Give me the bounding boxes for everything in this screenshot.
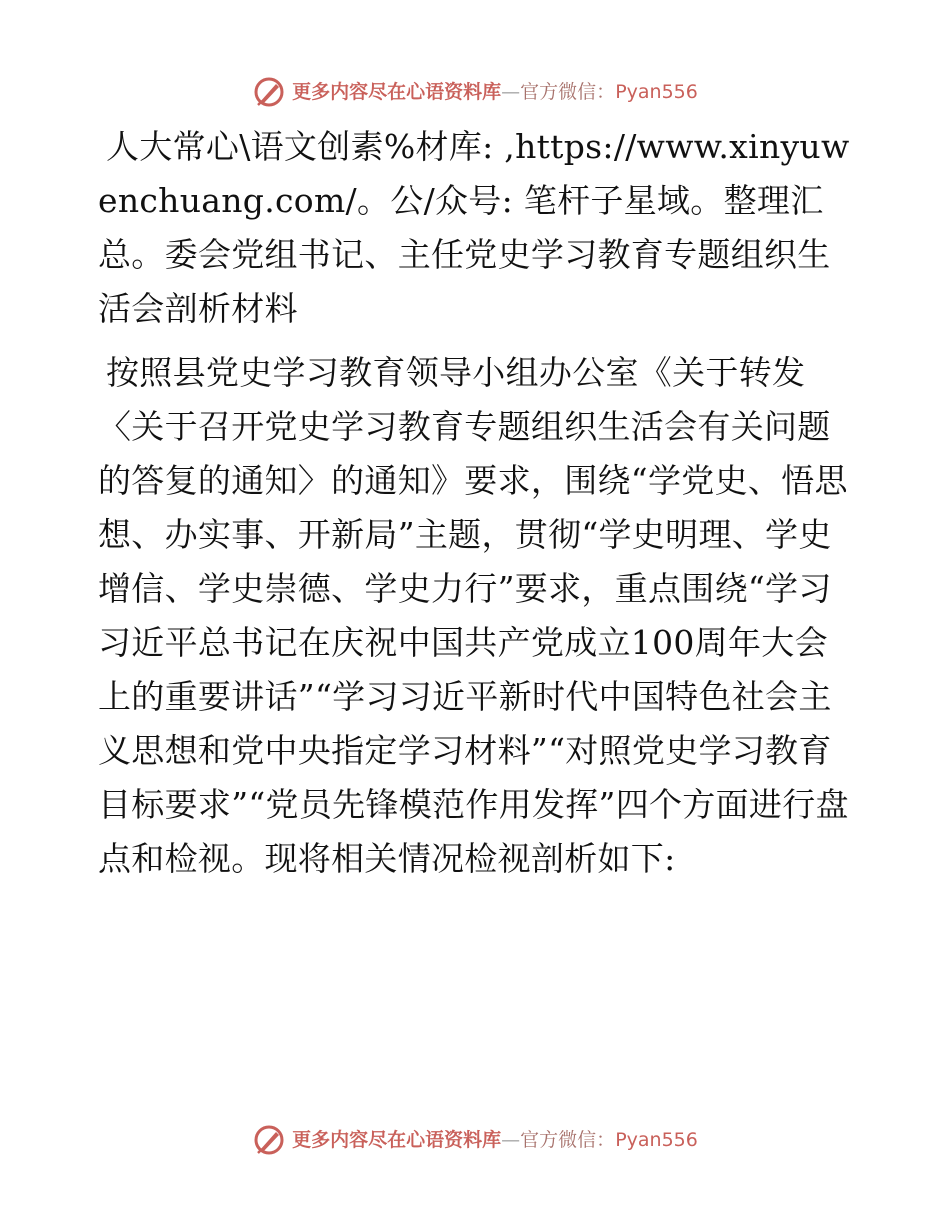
paragraph-title: 人大常心\语文创素%材库: ,https://www.xinyuwenchuang.com/。公/众号: 笔杆子星域。整理汇总。委会党组书记、主任党史学习教育专题组织生活会剖析材料: [98, 127, 850, 328]
watermark-wechat-id: Pyan556: [615, 80, 698, 103]
watermark-text: [292, 80, 698, 103]
watermark-text: [292, 1128, 698, 1151]
watermark-dash: —: [501, 80, 521, 103]
footer-watermark: [0, 1120, 950, 1160]
paragraph-body: 按照县党史学习教育领导小组办公室《关于转发〈关于召开党史学习教育专题组织生活会有关问题的答复的通知〉的通知》要求，围绕“学党史、悟思想、办实事、开新局”主题，贯彻“学史明理、学史增信、学史崇德、学史力行”要求，重点围绕“学习习近平总书记在庆祝中国共产党成立100周年大会上的重要讲话”“学习习近平新时代中国特色社会主义思想和党中央指定学习材料”“对照党史学习教育目标要求”“党员先锋模范作用发挥”四个方面进行盘点和检视。现将相关情况检视剖析如下:: [98, 353, 849, 878]
quill-logo-icon: [252, 1123, 286, 1157]
watermark-main-text: 更多内容尽在心语资料库: [292, 80, 502, 103]
quill-logo-icon: [252, 75, 286, 109]
watermark-dash: —: [501, 1128, 521, 1151]
header-watermark: [0, 72, 950, 112]
watermark-main-text: 更多内容尽在心语资料库: [292, 1128, 502, 1151]
document-body: [98, 120, 850, 886]
watermark-wechat-id: Pyan556: [615, 1128, 698, 1151]
watermark-sub-text: 官方微信：: [520, 1128, 616, 1151]
watermark-sub-text: 官方微信：: [520, 80, 616, 103]
